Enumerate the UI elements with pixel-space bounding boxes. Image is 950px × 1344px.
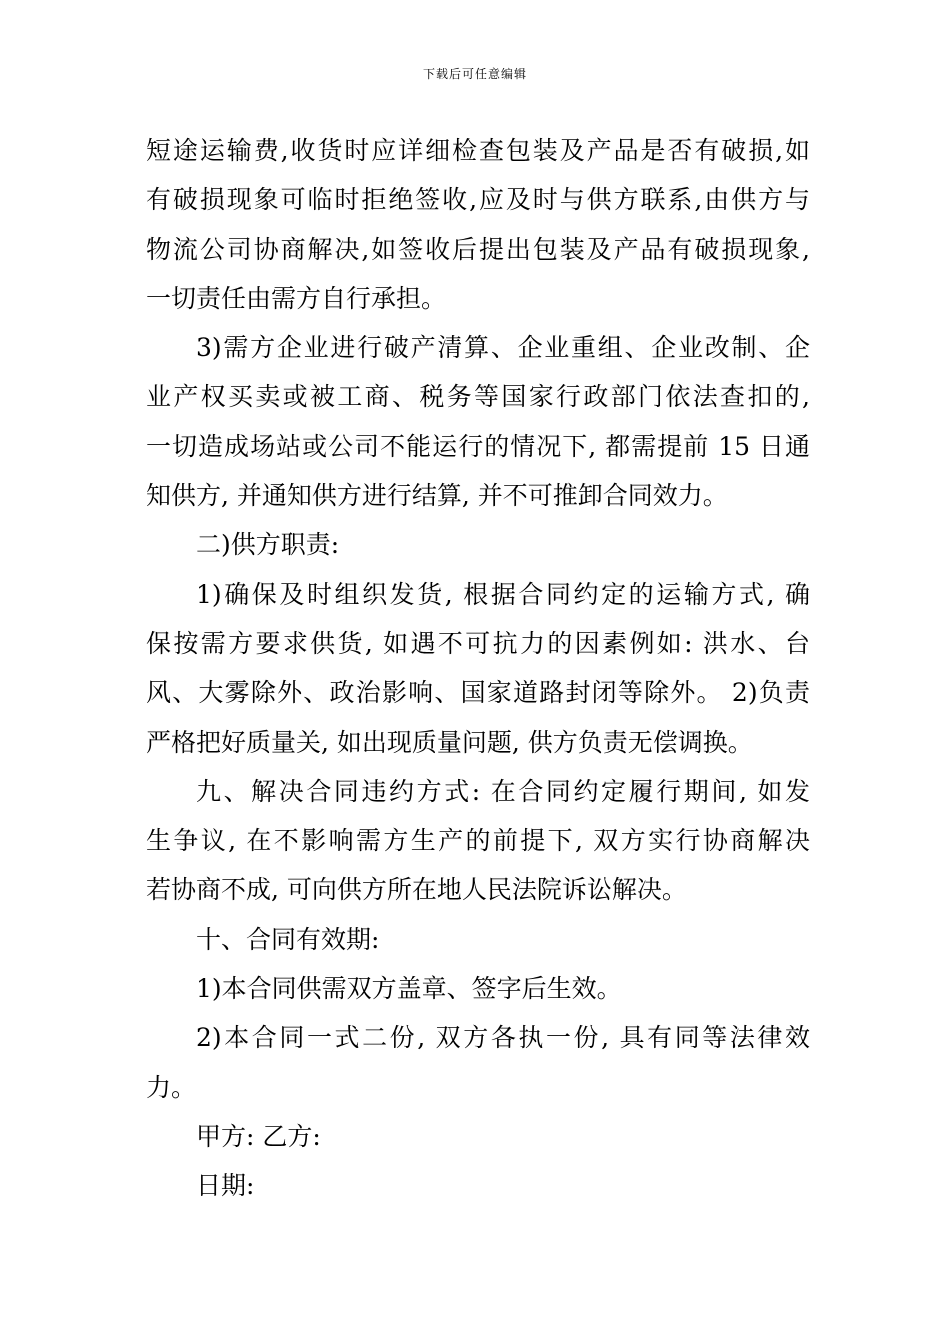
signature-parties: 甲方: 乙方: — [196, 1121, 321, 1151]
paragraph-line: 3)需方企业进行破产清算、企业重组、企业改制、企 — [196, 333, 810, 363]
paragraph-line: 短途运输费,收货时应详细检查包装及产品是否有破损,如 — [146, 136, 810, 165]
paragraph-line: 保按需方要求供货, 如遇不可抗力的因素例如: 洪水、台 — [146, 628, 810, 658]
paragraph-line: 一切责任由需方自行承担。 — [146, 283, 447, 313]
document-body — [146, 126, 810, 1211]
paragraph-line: 生争议, 在不影响需方生产的前提下, 双方实行协商解决 — [146, 826, 810, 856]
paragraph-line: 力。 — [146, 1072, 197, 1102]
page-header: 下载后可任意编辑 — [422, 67, 527, 81]
paragraph-line: 知供方, 并通知供方进行结算, 并不可推卸合同效力。 — [146, 481, 728, 511]
paragraph-line: 严格把好质量关, 如出现质量问题, 供方负责无偿调换。 — [146, 727, 753, 757]
section-heading: 十、合同有效期: — [196, 924, 380, 954]
paragraph-line: 若协商不成, 可向供方所在地人民法院诉讼解决。 — [146, 875, 687, 905]
paragraph-line: 有破损现象可临时拒绝签收,应及时与供方联系,由供方与 — [146, 185, 810, 215]
section-heading: 二)供方职责: — [196, 530, 340, 560]
paragraph-line: 风、大雾除外、政治影响、国家道路封闭等除外。 2)负责 — [146, 678, 810, 708]
paragraph-line: 一切造成场站或公司不能运行的情况下, 都需提前 15 日通 — [146, 431, 810, 461]
signature-date: 日期: — [196, 1171, 255, 1201]
paragraph-line: 1)本合同供需双方盖章、签字后生效。 — [196, 974, 622, 1004]
paragraph-line: 九、解决合同违约方式: 在合同约定履行期间, 如发 — [196, 776, 810, 806]
paragraph-line: 2)本合同一式二份, 双方各执一份, 具有同等法律效 — [196, 1023, 810, 1053]
paragraph-line: 物流公司协商解决,如签收后提出包装及产品有破损现象, — [146, 234, 810, 264]
paragraph-line: 业产权买卖或被工商、税务等国家行政部门依法查扣的, — [146, 382, 810, 412]
paragraph-line: 1)确保及时组织发货, 根据合同约定的运输方式, 确 — [196, 579, 810, 609]
